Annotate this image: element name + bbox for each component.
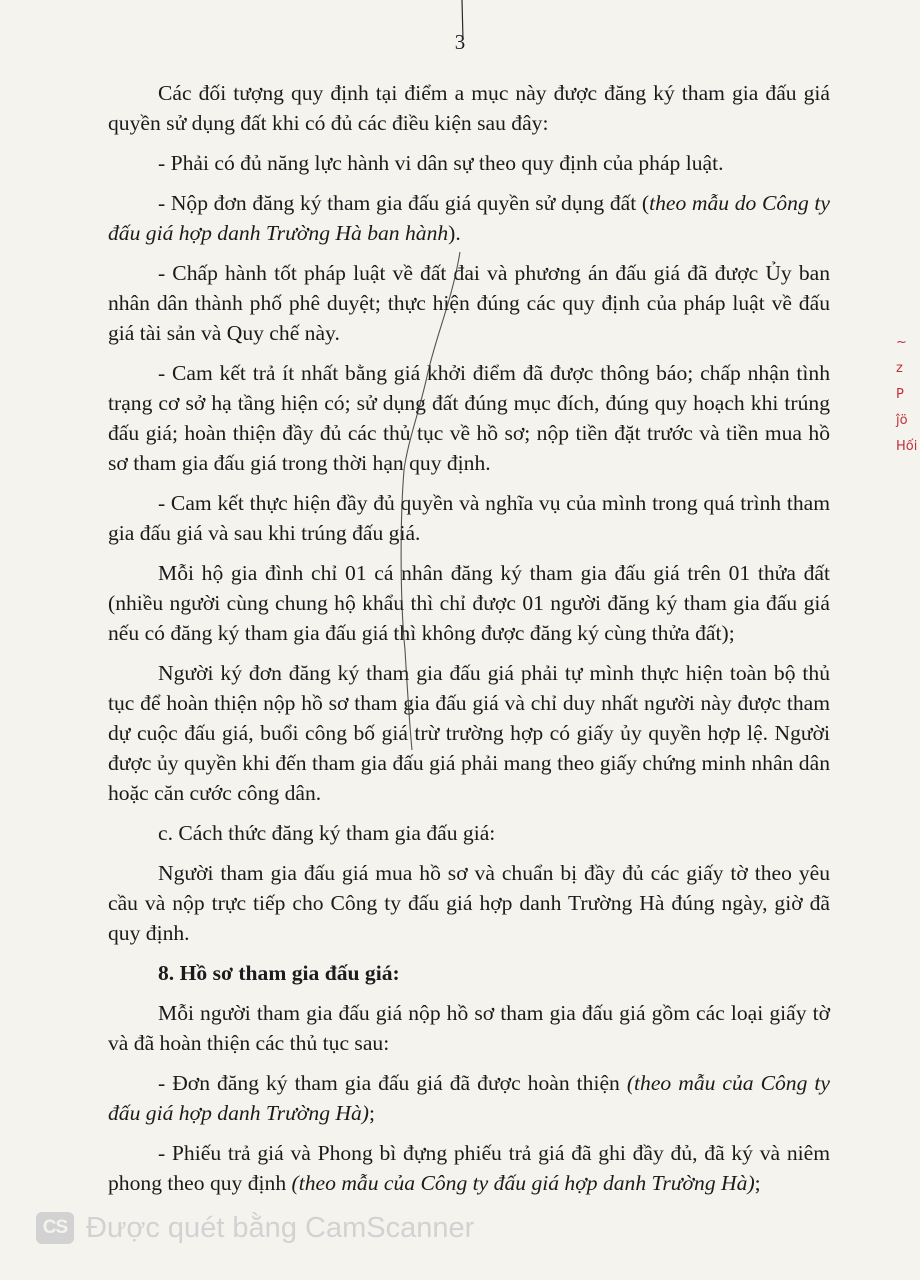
paragraph: Người tham gia đấu giá mua hồ sơ và chuẩn bị đầy đủ các giấy tờ theo yêu cầu và nộp trực tiếp cho Công ty đấu giá hợp danh Trường Hà đúng ngày, giờ đã quy định.	[108, 861, 830, 945]
paragraph: Mỗi hộ gia đình chỉ 01 cá nhân đăng ký tham gia đấu giá trên 01 thửa đất (nhiều người cùng chung hộ khẩu thì chỉ được 01 người đăng ký tham gia đấu giá nếu có đăng ký tham gia đấu giá thì không được đăng ký cùng thửa đất);	[108, 561, 830, 645]
section-heading: 8. Hồ sơ tham gia đấu giá:	[158, 961, 400, 985]
paragraph: - Phải có đủ năng lực hành vi dân sự theo quy định của pháp luật.	[158, 151, 724, 175]
paragraph: Người ký đơn đăng ký tham gia đấu giá phải tự mình thực hiện toàn bộ thủ tục để hoàn thiện nộp hồ sơ tham gia đấu giá và chỉ duy nhất người này được tham dự cuộc đấu giá, buổi công bố giá trừ trường hợp có giấy ủy quyền hợp lệ. Người được ủy quyền khi đến tham gia đấu giá phải mang theo giấy chứng minh nhân dân hoặc căn cước công dân.	[108, 661, 830, 805]
paragraph: c. Cách thức đăng ký tham gia đấu giá:	[158, 821, 496, 845]
paragraph: - Phiếu trả giá và Phong bì đựng phiếu trả giá đã ghi đầy đủ, đã ký và niêm phong theo quy định (theo mẫu của Công ty đấu giá hợp danh Trường Hà);	[108, 1141, 830, 1195]
paragraph: - Đơn đăng ký tham gia đấu giá đã được hoàn thiện (theo mẫu của Công ty đấu giá hợp danh Trường Hà);	[108, 1071, 830, 1125]
paragraph: Mỗi người tham gia đấu giá nộp hồ sơ tham gia đấu giá gồm các loại giấy tờ và đã hoàn thiện các thủ tục sau:	[108, 1001, 830, 1055]
paragraph: Các đối tượng quy định tại điểm a mục này được đăng ký tham gia đấu giá quyền sử dụng đất khi có đủ các điều kiện sau đây:	[108, 81, 830, 135]
page-number: 3	[454, 30, 466, 54]
margin-marks: ~ z P ĵö Hối	[896, 335, 918, 454]
paragraph: - Nộp đơn đăng ký tham gia đấu giá quyền sử dụng đất (theo mẫu do Công ty đấu giá hợp danh Trường Hà ban hành).	[108, 191, 830, 245]
paragraph: - Chấp hành tốt pháp luật về đất đai và phương án đấu giá đã được Ủy ban nhân dân thành phố phê duyệt; thực hiện đúng các quy định của pháp luật về đấu giá tài sản và Quy chế này.	[108, 261, 830, 345]
watermark-text: Được quét bằng CamScanner	[86, 1211, 475, 1244]
document-body	[108, 78, 830, 1208]
camscanner-watermark	[36, 1208, 474, 1248]
camscanner-logo-icon: CS	[36, 1212, 74, 1244]
paragraph: - Cam kết trả ít nhất bằng giá khởi điểm đã được thông báo; chấp nhận tình trạng cơ sở hạ tầng hiện có; sử dụng đất đúng mục đích, đúng quy hoạch khi trúng đấu giá; hoàn thiện đầy đủ các thủ tục về hồ sơ; nộp tiền đặt trước và tiền mua hồ sơ tham gia đấu giá trong thời hạn quy định.	[108, 361, 830, 475]
paragraph: - Cam kết thực hiện đầy đủ quyền và nghĩa vụ của mình trong quá trình tham gia đấu giá và sau khi trúng đấu giá.	[108, 491, 830, 545]
